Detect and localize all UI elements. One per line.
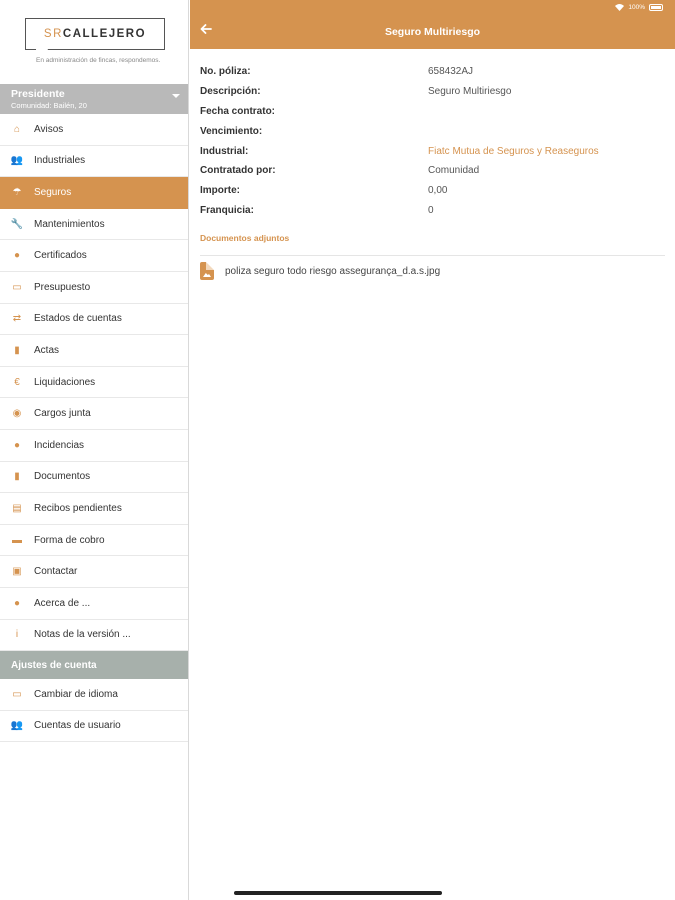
sidebar-item-presupuesto[interactable] — [0, 272, 188, 304]
sidebar-item-label: Avisos — [34, 123, 64, 135]
sidebar-item-label: Actas — [34, 344, 60, 356]
logo-tagline: En administración de fincas, respondemos. — [36, 57, 161, 64]
clipboard-icon: ▮ — [14, 344, 20, 356]
detail-row — [200, 141, 665, 161]
alert-icon: ● — [13, 439, 21, 451]
sidebar-item-label: Forma de cobro — [34, 534, 105, 546]
document-item[interactable] — [200, 260, 440, 282]
detail-value: 0,00 — [428, 185, 448, 197]
sidebar-item-label: Contactar — [34, 566, 78, 578]
sidebar-item-recibos-pendientes[interactable] — [0, 493, 188, 525]
sidebar-item-label: Documentos — [34, 471, 91, 483]
logo-name: CALLEJERO — [62, 28, 147, 40]
file-icon: ▮ — [14, 471, 20, 483]
logo-area — [0, 0, 188, 84]
page-title: Seguro Multiriesgo — [384, 26, 481, 38]
detail-label: No. póliza: — [200, 66, 251, 78]
language-icon: ▭ — [12, 688, 22, 700]
sidebar-item-label: Notas de la versión ... — [34, 629, 131, 641]
sidebar-item-label: Mantenimientos — [34, 218, 105, 230]
users-icon: 👥 — [10, 720, 24, 732]
battery-icon — [649, 4, 663, 11]
detail-value: Seguro Multiriesgo — [428, 86, 512, 98]
wifi-icon — [615, 4, 624, 11]
detail-row — [200, 121, 665, 141]
divider — [200, 255, 665, 256]
sidebar-item-label: Estados de cuentas — [34, 313, 122, 325]
detail-label: Descripción: — [200, 86, 261, 98]
documents-title: Documentos adjuntos — [200, 233, 290, 243]
money-icon: ▭ — [12, 281, 22, 293]
sidebar-item-cuentas-de-usuario[interactable] — [0, 711, 188, 743]
detail-value: Comunidad — [428, 165, 480, 177]
sidebar-item-forma-de-cobro[interactable] — [0, 525, 188, 557]
wrench-icon: 🔧 — [10, 218, 24, 230]
main-menu — [0, 114, 188, 651]
detail-label: Industrial: — [200, 145, 249, 157]
contact-card-icon: ▣ — [12, 566, 22, 578]
sidebar-item-documentos[interactable] — [0, 462, 188, 494]
status-bar — [615, 4, 663, 11]
sidebar-item-avisos[interactable] — [0, 114, 188, 146]
sidebar-item-notas-de-la-versión[interactable] — [0, 620, 188, 652]
chevron-down-icon — [172, 94, 180, 98]
detail-row — [200, 62, 665, 82]
sidebar-item-label: Cuentas de usuario — [34, 720, 121, 732]
policy-details — [200, 62, 665, 220]
app-header — [190, 0, 675, 49]
sidebar-item-incidencias[interactable] — [0, 430, 188, 462]
info-icon: i — [15, 629, 19, 641]
sidebar-item-estados-de-cuentas[interactable] — [0, 304, 188, 336]
sidebar-item-label: Cambiar de idioma — [34, 688, 118, 700]
sidebar-item-certificados[interactable] — [0, 240, 188, 272]
sidebar-item-label: Presupuesto — [34, 281, 91, 293]
detail-label: Vencimiento: — [200, 125, 263, 137]
detail-row — [200, 201, 665, 221]
info-circle-icon: ● — [13, 597, 21, 609]
user-circle-icon: ◉ — [12, 408, 22, 420]
euro-icon: € — [14, 376, 20, 388]
sidebar-item-contactar[interactable] — [0, 556, 188, 588]
sidebar-item-label: Cargos junta — [34, 408, 91, 420]
detail-row — [200, 181, 665, 201]
sidebar-item-label: Acerca de ... — [34, 597, 91, 609]
detail-row — [200, 102, 665, 122]
industrial-link[interactable]: Fiatc Mutua de Seguros y Reaseguros — [428, 145, 599, 157]
logo — [25, 18, 165, 50]
document-name: poliza seguro todo riesgo assegurança_d.a.s.jpg — [225, 265, 441, 277]
sidebar-item-label: Recibos pendientes — [34, 502, 122, 514]
community-name: Comunidad: Bailén, 20 — [11, 101, 87, 110]
sidebar-item-cambiar-de-idioma[interactable] — [0, 679, 188, 711]
home-indicator[interactable] — [234, 891, 442, 895]
account-menu — [0, 679, 188, 742]
battery-percent: 100% — [628, 4, 645, 11]
sidebar-item-actas[interactable] — [0, 335, 188, 367]
detail-label: Contratado por: — [200, 165, 276, 177]
sidebar-item-liquidaciones[interactable] — [0, 367, 188, 399]
detail-value: 658432AJ — [428, 66, 474, 78]
exchange-icon: ⇄ — [12, 313, 22, 325]
user-role: Presidente — [11, 88, 65, 100]
credit-card-icon: ▬ — [12, 534, 22, 546]
sidebar-item-label: Incidencias — [34, 439, 85, 451]
sidebar-item-mantenimientos[interactable] — [0, 209, 188, 241]
sidebar-item-industriales[interactable] — [0, 146, 188, 178]
detail-row — [200, 82, 665, 102]
detail-label: Fecha contrato: — [200, 105, 276, 117]
community-selector[interactable] — [0, 84, 188, 114]
certificate-icon: ● — [13, 250, 21, 262]
logo-prefix: SR — [43, 28, 63, 40]
users-icon: 👥 — [10, 155, 24, 167]
sidebar-item-label: Industriales — [34, 155, 86, 167]
sidebar-item-label: Certificados — [34, 250, 87, 262]
umbrella-icon: ☂ — [12, 186, 22, 198]
image-file-icon — [200, 262, 214, 280]
detail-row — [200, 161, 665, 181]
account-section-header: Ajustes de cuenta — [0, 651, 188, 679]
sidebar-item-seguros[interactable] — [0, 177, 188, 209]
receipt-icon: ▤ — [12, 502, 22, 514]
detail-label: Franquicia: — [200, 204, 254, 216]
sidebar — [0, 0, 189, 900]
home-icon: ⌂ — [13, 123, 21, 135]
sidebar-item-cargos-junta[interactable] — [0, 398, 188, 430]
detail-label: Importe: — [200, 185, 240, 197]
sidebar-item-acerca-de[interactable] — [0, 588, 188, 620]
sidebar-item-label: Seguros — [34, 186, 72, 198]
sidebar-item-label: Liquidaciones — [34, 376, 96, 388]
logo-speech-tail — [36, 49, 48, 58]
detail-value: 0 — [428, 204, 434, 216]
